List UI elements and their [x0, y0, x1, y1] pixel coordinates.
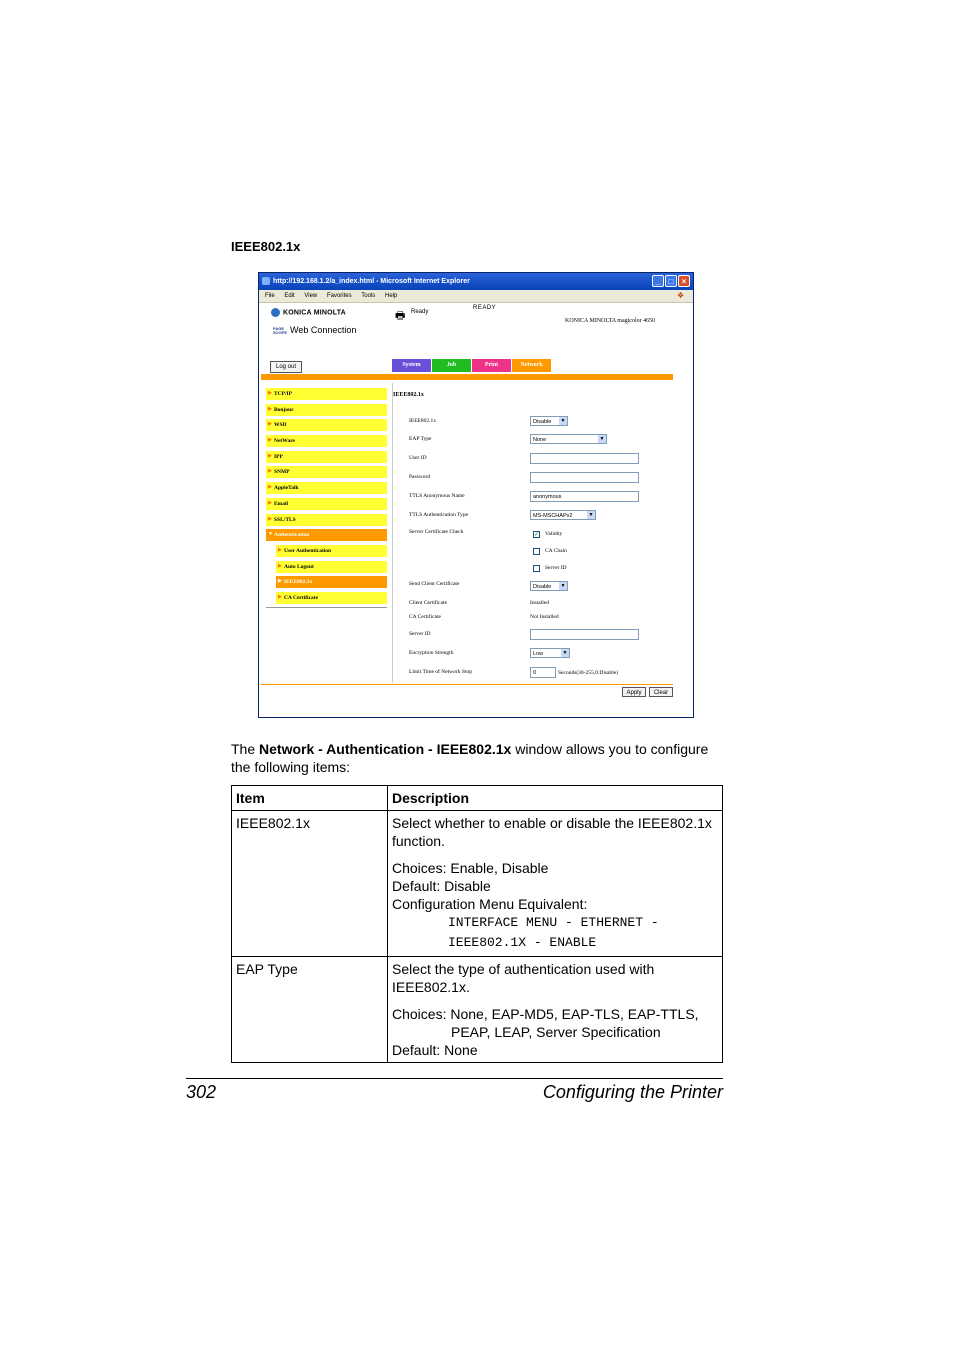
- ttls-anonymous-input[interactable]: anonymous: [530, 491, 639, 502]
- nav-item-ipp[interactable]: [266, 451, 387, 463]
- nav-item-email[interactable]: [266, 498, 387, 510]
- menu-tools[interactable]: Tools: [361, 293, 376, 299]
- nav-label: AppleTalk: [274, 485, 299, 491]
- encryption-strength-label: Encryption Strength: [409, 650, 454, 656]
- arrow-icon: ▶: [278, 564, 282, 569]
- clear-button[interactable]: Clear: [649, 687, 673, 697]
- ttls-auth-type-label: TTLS Authentication Type: [409, 512, 469, 518]
- ca-cert-value: Not Installed: [530, 614, 559, 620]
- menu-view[interactable]: View: [304, 293, 318, 299]
- row-description: [388, 811, 723, 957]
- arrow-icon: ▶: [278, 548, 282, 553]
- browser-window-screenshot: [258, 272, 694, 718]
- nav-label: SNMP: [274, 469, 290, 475]
- row-desc-text: Select the type of authentication used with IEEE802.1x.: [392, 961, 655, 995]
- nav-label: IPP: [274, 454, 283, 460]
- chevron-down-icon: ▼: [599, 436, 605, 442]
- printer-icon: 🖶: [395, 310, 406, 322]
- maximize-icon[interactable]: □: [665, 275, 677, 287]
- window-title: http://192.168.1.2/a_index.html - Microsoft Internet Explorer: [273, 278, 470, 285]
- validity-checkbox[interactable]: ✓: [534, 532, 540, 538]
- row-desc-text: Select whether to enable or disable the IEEE802.1x function.: [392, 815, 712, 849]
- window-titlebar: [259, 273, 693, 290]
- windows-logo-icon: ❖: [677, 291, 685, 300]
- client-cert-label: Client Certificate: [409, 600, 448, 606]
- client-cert-value: Installed: [530, 600, 549, 606]
- select-value: None: [533, 437, 547, 443]
- header-item: Item: [232, 786, 388, 811]
- tab-system[interactable]: System: [392, 359, 431, 372]
- nav-item-ssl-tls[interactable]: [266, 514, 387, 526]
- arrow-icon: ▶: [268, 454, 272, 459]
- nav-label: CA Certificate: [284, 595, 319, 601]
- nav-item-authentication[interactable]: [266, 529, 387, 541]
- nav-item-snmp[interactable]: [266, 466, 387, 478]
- pagescope-icon: PAGE SCOPE: [273, 325, 288, 335]
- ca-chain-label: CA Chain: [545, 548, 567, 554]
- row-default: Default: None: [392, 1042, 478, 1058]
- device-status: READY: [473, 305, 497, 311]
- menu-edit[interactable]: Edit: [284, 293, 295, 299]
- nav-item-ieee8021x[interactable]: [276, 576, 387, 588]
- nav-label: Authentication: [274, 532, 310, 538]
- arrow-icon: ▶: [268, 407, 272, 412]
- select-value: Disable: [533, 419, 552, 425]
- nav-label: WSD: [274, 422, 287, 428]
- row-item: IEEE802.1x: [232, 811, 388, 957]
- nav-item-bonjour[interactable]: [266, 404, 387, 416]
- tab-job[interactable]: Job: [432, 359, 471, 372]
- server-cert-check-label: Server Certificate Check: [409, 529, 464, 535]
- header-description: Description: [388, 786, 723, 811]
- arrow-icon: ▶: [268, 501, 272, 506]
- nav-label: TCP/IP: [274, 391, 293, 397]
- menu-help[interactable]: Help: [384, 293, 398, 299]
- nav-item-tcpip[interactable]: [266, 388, 387, 400]
- nav-label: User Authentication: [284, 548, 332, 554]
- row-description: [388, 957, 723, 1063]
- user-id-label: User ID: [409, 455, 427, 461]
- chevron-down-icon: ▼: [560, 583, 566, 589]
- row-choices: Choices: None, EAP-MD5, EAP-TLS, EAP-TTLS,: [392, 1006, 699, 1022]
- row-config-path-2: IEEE802.1X - ENABLE: [448, 935, 597, 950]
- server-id-input[interactable]: [530, 629, 639, 640]
- intro-post: window allows you to configure the following items:: [231, 741, 709, 775]
- eap-type-label: EAP Type: [409, 436, 432, 442]
- server-id-checkbox[interactable]: [533, 565, 540, 572]
- table-row: [232, 811, 723, 957]
- arrow-icon: ▶: [278, 595, 282, 600]
- logout-button[interactable]: Log out: [270, 361, 302, 373]
- menu-file[interactable]: File: [265, 293, 275, 299]
- send-client-cert-label: Send Client Certificate: [409, 581, 460, 587]
- table-header-row: [232, 786, 723, 811]
- nav-item-auto-logout[interactable]: [276, 561, 387, 573]
- web-connection-label: Web Connection: [290, 325, 357, 335]
- password-input[interactable]: [530, 472, 639, 483]
- tab-print[interactable]: Print: [472, 359, 511, 372]
- server-id-label: Server ID: [409, 631, 431, 637]
- brand-logo: [271, 308, 346, 317]
- ieee8021x-select[interactable]: [530, 416, 568, 426]
- select-value: Disable: [533, 584, 552, 590]
- section-heading: IEEE802.1x: [231, 239, 301, 254]
- chevron-down-icon: ▼: [562, 650, 568, 656]
- password-label: Password: [409, 474, 431, 480]
- arrow-icon: ▶: [268, 391, 272, 396]
- ca-chain-checkbox[interactable]: [533, 548, 540, 555]
- ieee8021x-label: IEEE802.1x: [409, 418, 437, 424]
- tab-network[interactable]: Network: [512, 359, 551, 372]
- ca-cert-label: CA Certificate: [409, 614, 441, 620]
- row-default: Default: Disable: [392, 878, 491, 894]
- arrow-icon: ▶: [268, 438, 272, 443]
- page-number: 302: [186, 1082, 217, 1102]
- ttls-auth-type-select[interactable]: [530, 510, 596, 520]
- nav-label: NetWare: [274, 438, 295, 444]
- intro-bold: Network - Authentication - IEEE802.1x: [259, 741, 512, 757]
- row-config-path-1: INTERFACE MENU - ETHERNET -: [448, 915, 659, 930]
- footer-rule: [186, 1078, 723, 1079]
- encryption-strength-select[interactable]: [530, 648, 570, 658]
- limit-time-hint: Seconds(30-255,0:Disable): [558, 670, 619, 676]
- limit-time-input[interactable]: 0: [530, 667, 556, 678]
- eap-type-select[interactable]: [530, 434, 607, 444]
- nav-divider: [266, 607, 387, 608]
- send-client-cert-select[interactable]: [530, 581, 568, 591]
- arrow-icon: ▶: [268, 422, 272, 427]
- apply-button[interactable]: Apply: [622, 687, 646, 697]
- row-choices: Choices: Enable, Disable: [392, 860, 549, 876]
- server-id-checkbox-label: Server ID: [545, 565, 567, 571]
- user-id-input[interactable]: [530, 453, 639, 464]
- nav-item-wsd[interactable]: [266, 419, 387, 431]
- minimize-icon[interactable]: _: [652, 275, 664, 287]
- validity-label: Validity: [545, 531, 563, 537]
- nav-item-user-authentication[interactable]: [276, 545, 387, 557]
- select-value: MS-MSCHAPv2: [533, 513, 573, 519]
- ttls-anonymous-label: TTLS Anonymous Name: [409, 493, 465, 499]
- nav-label: IEEE802.1x: [284, 579, 313, 585]
- chevron-down-icon: ▼: [588, 512, 594, 518]
- nav-item-ca-certificate[interactable]: [276, 592, 387, 604]
- intro-pre: The: [231, 741, 260, 757]
- panel-separator: [392, 383, 393, 683]
- nav-label: Bonjour: [274, 407, 294, 413]
- chapter-title: Configuring the Printer: [542, 1082, 723, 1102]
- limit-time-label: Limit Time of Network Stop: [409, 669, 472, 675]
- nav-item-netware[interactable]: [266, 435, 387, 447]
- panel-title: IEEE802.1x: [393, 392, 424, 398]
- arrow-down-icon: ▼: [268, 532, 273, 537]
- footer-divider: [261, 684, 673, 685]
- arrow-icon: ▶: [268, 485, 272, 490]
- web-connection-logo: [273, 325, 356, 335]
- arrow-icon: ▶: [278, 579, 282, 584]
- nav-item-appletalk[interactable]: [266, 482, 387, 494]
- chevron-down-icon: ▼: [560, 418, 566, 424]
- model-name: KONICA MINOLTA magicolor 4650: [565, 318, 656, 324]
- brand-name: KONICA MINOLTA: [283, 309, 346, 317]
- close-icon[interactable]: ×: [678, 275, 690, 287]
- intro-paragraph: [231, 740, 726, 776]
- row-choices-cont: PEAP, LEAP, Server Specification: [451, 1024, 661, 1040]
- header-divider: [261, 374, 673, 380]
- status-ready: Ready: [411, 309, 429, 315]
- menu-favorites[interactable]: Favorites: [326, 293, 352, 299]
- nav-label: Email: [274, 501, 289, 507]
- brand-globe-icon: [271, 308, 280, 317]
- ie-icon: [262, 277, 270, 285]
- settings-table: [231, 785, 723, 1063]
- row-config: Configuration Menu Equivalent:: [392, 896, 588, 912]
- nav-label: Auto Logout: [284, 564, 314, 570]
- row-item: EAP Type: [232, 957, 388, 1063]
- menu-bar: [259, 290, 693, 303]
- arrow-icon: ▶: [268, 469, 272, 474]
- table-row: [232, 957, 723, 1063]
- arrow-icon: ▶: [268, 517, 272, 522]
- select-value: Low: [533, 651, 544, 657]
- nav-label: SSL/TLS: [274, 517, 296, 523]
